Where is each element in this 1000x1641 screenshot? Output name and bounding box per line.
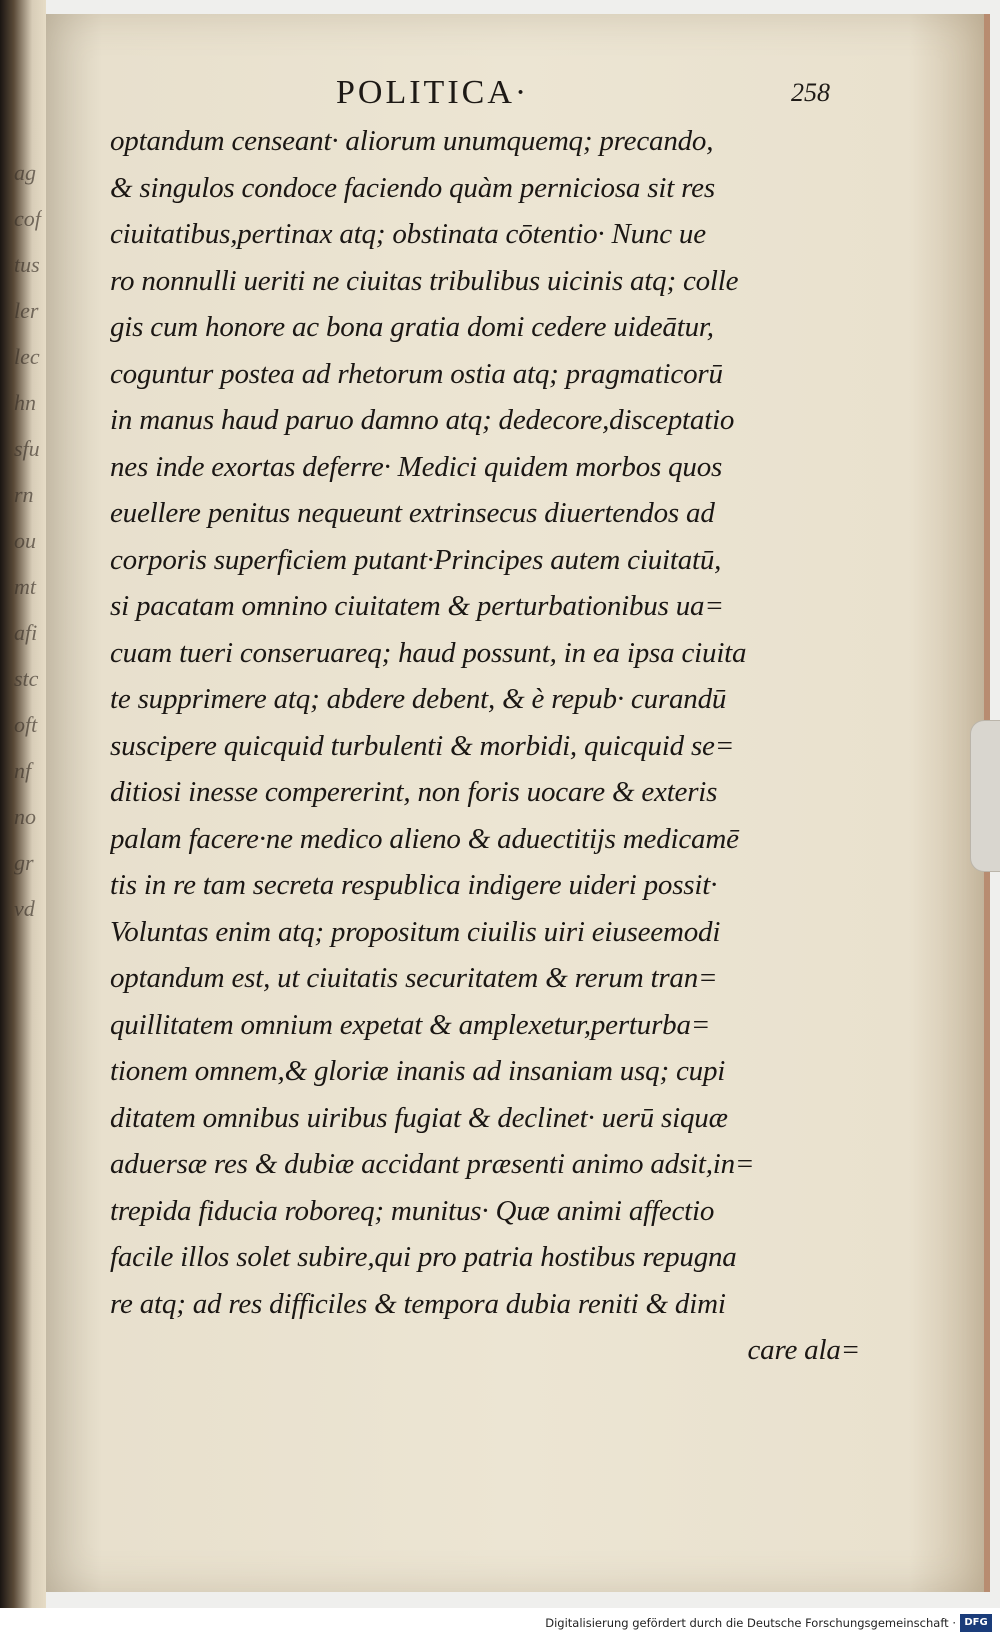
text-line: euellere penitus nequeunt extrinsecus diuertendos ad (110, 497, 715, 529)
text-line: ditiosi inesse compererint, non foris uocare & exteris (110, 776, 718, 808)
text-line: corporis superficiem putant·Principes autem ciuitatū, (110, 543, 722, 576)
text-line: aduersæ res & dubiæ accidant præsenti animo adsit,in= (110, 1148, 755, 1180)
text-line: optandum est, ut ciuitatis securitatem & rerum tran= (110, 962, 718, 994)
facing-page-text-fragments: agcoftuslerlechnsfurnoumtafistcoftnfnogrvd (14, 160, 41, 921)
text-line: ciuitatibus,pertinax atq; obstinata cōtentio· Nunc ue (110, 218, 706, 250)
digitization-credit: Digitalisierung gefördert durch die Deutsche Forschungsgemeinschaft · (545, 1616, 956, 1630)
facing-page-edge (0, 0, 46, 1641)
book-page (46, 14, 990, 1592)
text-line: ro nonnulli ueriti ne ciuitas tribulibus uicinis atq; colle (110, 264, 739, 297)
text-line: Voluntas enim atq; propositum ciuilis uiri eiuseemodi (110, 915, 721, 948)
text-line: ditatem omnibus uiribus fugiat & declinet· uerū siquæ (110, 1101, 728, 1134)
text-block (110, 118, 860, 1374)
text-line: facile illos solet subire,qui pro patria hostibus repugna (110, 1241, 737, 1273)
text-line: suscipere quicquid turbulenti & morbidi, quicquid se= (110, 729, 735, 762)
text-line: si pacatam omnino ciuitatem & perturbationibus ua= (110, 590, 724, 622)
text-line: & singulos condoce faciendo quàm perniciosa sit res (110, 171, 715, 204)
text-line: optandum censeant· aliorum unumquemq; precando, (110, 125, 714, 157)
text-line: tis in re tam secreta respublica indigere uideri possit· (110, 869, 718, 901)
text-line: cuam tueri conseruareq; haud possunt, in ea ipsa ciuita (110, 636, 747, 669)
text-line: tionem omnem,& gloriæ inanis ad insaniam usq; cupi (110, 1055, 726, 1087)
text-line: te supprimere atq; abdere debent, & è repub· curandū (110, 683, 727, 715)
text-line: nes inde exortas deferre· Medici quidem morbos quos (110, 450, 723, 483)
text-line: gis cum honore ac bona gratia domi cedere uideātur, (110, 311, 714, 343)
footer-strip (0, 1608, 1000, 1641)
dfg-logo: DFG (960, 1614, 992, 1632)
page-header (46, 74, 984, 124)
text-line: re atq; ad res difficiles & tempora dubia reniti & dimi (110, 1287, 726, 1320)
catchword: care ala= (747, 1334, 860, 1366)
text-line: coguntur postea ad rhetorum ostia atq; pragmaticorū (110, 357, 723, 390)
text-line: in manus haud paruo damno atq; dedecore,disceptatio (110, 404, 735, 436)
running-title: POLITICA· (336, 74, 530, 111)
text-line: trepida fiducia roboreq; munitus· Quæ animi affectio (110, 1194, 715, 1227)
text-line: palam facere·ne medico alieno & aduectitijs medicamē (110, 822, 739, 855)
folio-number: 258 (791, 78, 830, 107)
page-clip (970, 720, 1000, 872)
text-line: quillitatem omnium expetat & amplexetur,perturba= (110, 1008, 711, 1041)
